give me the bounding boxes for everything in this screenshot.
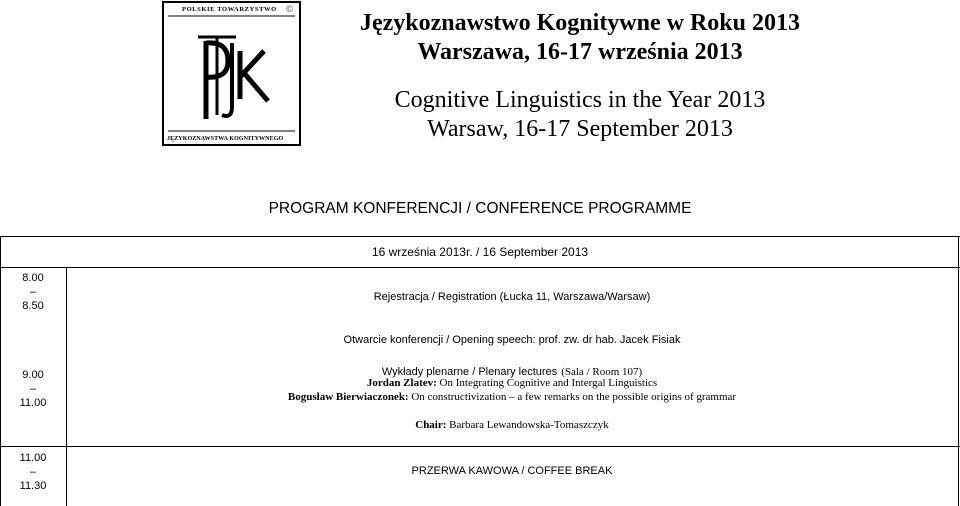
logo-bottom-text: JĘZYKOZNAWSTWA KOGNITYWNEGO — [167, 136, 284, 142]
schedule-table — [0, 236, 960, 506]
talk-title: On constructivization – a few remarks on the possible origins of grammar — [411, 391, 737, 403]
subtitle-english: Warsaw, 16-17 September 2013 — [427, 116, 733, 142]
talk-speaker: Jordan Zlatev: — [366, 377, 437, 389]
talk-title: On Integrating Cognitive and Intergal Linguistics — [439, 377, 658, 389]
table-border-top — [0, 236, 960, 237]
plenary-talk-1 — [66, 378, 958, 389]
chair-name: Barbara Lewandowska-Tomaszczyk — [449, 419, 609, 431]
table-row-time — [5, 451, 61, 493]
title-polish: Językoznawstwo Kognitywne w Roku 2013 — [359, 10, 800, 36]
time-start: 9.00 — [22, 369, 44, 381]
table-border-left — [0, 236, 1, 506]
society-logo — [162, 1, 301, 146]
plenary-room: (Sala / Room 107) — [561, 366, 643, 378]
copyright-icon: © — [286, 4, 293, 14]
chair-label: Chair: — [415, 419, 447, 431]
registration-text: Rejestracja / Registration (Łucka 11, Warszawa/Warsaw) — [373, 291, 651, 303]
time-start: 8.00 — [22, 272, 44, 284]
subtitle-polish: Warszawa, 16-17 września 2013 — [417, 39, 743, 65]
talk-speaker: Bogusław Bierwiaczonek: — [287, 391, 409, 403]
program-heading: PROGRAM KONFERENCJI / CONFERENCE PROGRAMME — [268, 200, 692, 217]
plenary-label: Wykłady plenarne / Plenary lectures — [381, 366, 558, 378]
table-row-time — [5, 271, 61, 313]
opening-speech — [66, 335, 958, 346]
time-end: 11.00 — [19, 397, 47, 409]
time-start: 11.00 — [19, 452, 47, 464]
title-english: Cognitive Linguistics in the Year 2013 — [394, 87, 766, 113]
row-divider — [0, 446, 960, 447]
time-dash: – — [29, 383, 37, 395]
opening-label: Otwarcie konferencji / Opening speech: — [343, 334, 536, 346]
logo-top-text: POLSKIE TOWARZYSTWO — [182, 6, 277, 13]
time-end: 8.50 — [22, 300, 44, 312]
day-header: 16 września 2013r. / 16 September 2013 — [371, 245, 589, 259]
table-border-right — [958, 236, 959, 506]
plenary-talk-2 — [66, 392, 958, 403]
session-chair — [66, 420, 958, 431]
time-dash: – — [29, 286, 37, 298]
time-dash: – — [29, 466, 37, 478]
ptjk-monogram-icon — [164, 3, 299, 144]
opening-speaker: prof. zw. dr hab. Jacek Fisiak — [538, 334, 681, 346]
coffee-break-text: PRZERWA KAWOWA / COFFEE BREAK — [411, 465, 613, 477]
table-row-time — [5, 368, 61, 410]
row-divider — [0, 267, 960, 268]
time-end: 11.30 — [19, 480, 47, 492]
